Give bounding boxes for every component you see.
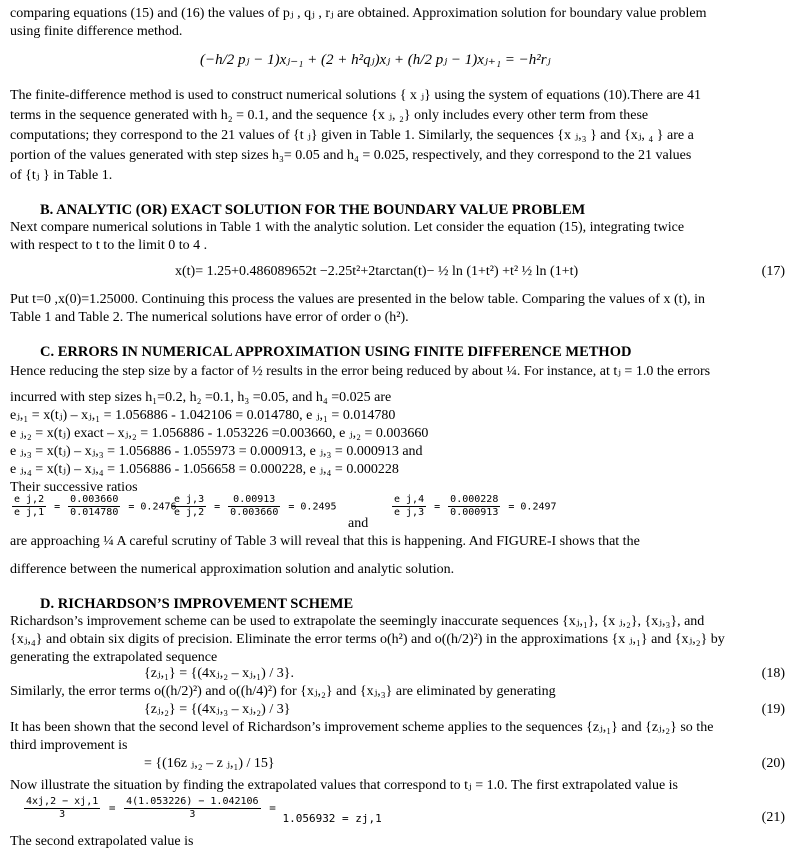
ratio-2-result: = 0.2495 [288, 501, 337, 513]
ratio-3: $\frac{\text{e j,4}}{\text{e j,3}}$ = $\frac{0.000228}{0.000913}$ = 0.2497 [394, 494, 557, 518]
ratio-1-values: $\frac{0.003660}{0.014780}$ [70, 494, 119, 518]
section-b-line-4: Table 1 and Table 2. The numerical solutions have error of order o (h²). [10, 310, 409, 325]
equation-19-number: (19) [761, 702, 785, 717]
equation-17-number: (17) [761, 264, 785, 279]
equation-20-number: (20) [761, 756, 785, 771]
equation-18-number: (18) [761, 666, 785, 681]
error-e2: e ⱼ,₂ = x(tⱼ) exact – xⱼ,₂ = 1.056886 - 1.053226 =0.003660, e ⱼ,₂ = 0.003660 [10, 426, 429, 441]
equation-18: {zⱼ,₁} = {(4xⱼ,₂ – xⱼ,₁) / 3}. [144, 666, 294, 681]
section-c-line-3: are approaching ¼ A careful scrutiny of Table 3 will reveal that this is happening. And FIGURE-I shows that the [10, 534, 640, 549]
section-d-line-8: The second extrapolated value is [10, 834, 194, 849]
section-b-line-2: with respect to t to the limit 0 to 4 . [10, 238, 208, 253]
section-b-heading: B. ANALYTIC (OR) EXACT SOLUTION FOR THE BOUNDARY VALUE PROBLEM [40, 202, 586, 218]
para1-line-2: terms in the sequence generated with h₂ = 0.1, and the sequence {x ⱼ, ₂} only includes every other term from these [10, 108, 649, 123]
intro-line-2: using finite difference method. [10, 24, 183, 39]
equation-21-middle: $\frac{4(1.053226) - 1.042106}{3}$ [126, 796, 259, 820]
equation-21-number: (21) [761, 810, 785, 825]
ratios-label: Their successive ratios [10, 480, 138, 495]
error-e4: e ⱼ,₄ = x(tⱼ) – xⱼ,₄ = 1.056886 - 1.056658 = 0.000228, e ⱼ,₄ = 0.000228 [10, 462, 399, 477]
ratio-1-lhs: $\frac{\text{e j,2}}{\text{e j,1}}$ [14, 494, 45, 518]
error-e1: eⱼ,₁ = x(tⱼ) – xⱼ,₁ = 1.056886 - 1.042106 = 0.014780, e ⱼ,₁ = 0.014780 [10, 408, 396, 423]
intro-line-1: comparing equations (15) and (16) the values of pⱼ , qⱼ , rⱼ are obtained. Approximation solution for boundary value problem [10, 6, 707, 21]
section-d-heading: D. RICHARDSON’S IMPROVEMENT SCHEME [40, 596, 354, 612]
section-b-line-1: Next compare numerical solutions in Table 1 with the analytic solution. Let consider the equation (15), integrating twice [10, 220, 685, 235]
finite-difference-equation: (−h/2 pⱼ − 1)xⱼ₋₁ + (2 + h²qⱼ)xⱼ + (h/2 pⱼ − 1)xⱼ₊₁ = −h²rⱼ [200, 52, 551, 68]
section-c-line-1: Hence reducing the step size by a factor of ½ results in the error being reduced by about ¼. For instance, at tⱼ = 1.0 the errors [10, 364, 711, 379]
ratio-1: $\frac{\text{e j,2}}{\text{e j,1}}$ = $\frac{0.003660}{0.014780}$ = 0.2476 [14, 494, 177, 518]
section-b-line-3: Put t=0 ,x(0)=1.25000. Continuing this process the values are presented in the below table. Comparing the values of x (t), in [10, 292, 706, 307]
section-d-line-7: Now illustrate the situation by finding the extrapolated values that correspond to tⱼ = 1.0. The first extrapolated value is [10, 778, 679, 793]
ratio-1-result: = 0.2476 [128, 501, 177, 513]
section-d-line-2: {xⱼ,₄} and obtain six digits of precision. Eliminate the error terms o(h²) and o((h/2)²) in the approximations {x ⱼ,₁} and {xⱼ,₂} by [10, 632, 725, 647]
equation-21-lhs: $\frac{4xj,2 - xj,1}{3}$ [26, 796, 99, 820]
section-d-line-5: It has been shown that the second level of Richardson’s improvement scheme applies to the sequences {zⱼ,₁} and {zⱼ,₂} so the [10, 720, 714, 735]
analytic-solution-equation: x(t)= 1.25+0.486089652t −2.25t²+2tarctan(t)− ½ ln (1+t²) +t² ½ ln (1+t) [175, 264, 579, 279]
error-e3: e ⱼ,₃ = x(tⱼ) – xⱼ,₃ = 1.056886 - 1.055973 = 0.000913, e ⱼ,₃ = 0.000913 and [10, 444, 423, 459]
para1-line-4: portion of the values generated with step sizes h₃= 0.05 and h₄ = 0.025, respectively, and they correspond to the 21 values [10, 148, 692, 163]
section-c-line-2: incurred with step sizes h₁=0.2, h₂ =0.1, h₃ =0.05, and h₄ =0.025 are [10, 390, 392, 405]
para1-line-5: of {tⱼ } in Table 1. [10, 168, 113, 183]
para1-line-1: The finite-difference method is used to construct numerical solutions { x ⱼ} using the system of equations (10).There are 41 [10, 88, 702, 103]
section-d-line-3: generating the extrapolated sequence [10, 650, 218, 665]
equation-20: = {(16z ⱼ,₂ – z ⱼ,₁) / 15} [144, 756, 275, 771]
equation-21-result: 1.056932 = zj,1 [282, 811, 382, 825]
ratio-3-result: = 0.2497 [508, 501, 557, 513]
ratio-2-lhs: $\frac{\text{e j,3}}{\text{e j,2}}$ [174, 494, 205, 518]
section-d-line-4: Similarly, the error terms o((h/2)²) and o((h/4)²) for {xⱼ,₂} and {xⱼ,₃} are eliminated by generating [10, 684, 556, 699]
ratio-2-values: $\frac{0.00913}{0.003660}$ [230, 494, 279, 518]
section-c-heading: C. ERRORS IN NUMERICAL APPROXIMATION USING FINITE DIFFERENCE METHOD [40, 344, 632, 360]
section-d-line-1: Richardson’s improvement scheme can be used to extrapolate the seemingly inaccurate sequences {xⱼ,₁}, {x ⱼ,₂}, {xⱼ,₃}, and [10, 614, 705, 629]
equation-19: {zⱼ,₂} = {(4xⱼ,₃ – xⱼ,₂) / 3} [144, 702, 291, 717]
para1-line-3: computations; they correspond to the 21 values of {t ⱼ} given in Table 1. Similarly, the sequences {x ⱼ,₃ } and {xⱼ, ₄ } are a [10, 128, 694, 143]
ratio-3-lhs: $\frac{\text{e j,4}}{\text{e j,3}}$ [394, 494, 425, 518]
ratio-and: and [348, 516, 369, 531]
ratio-3-values: $\frac{0.000228}{0.000913}$ [450, 494, 499, 518]
equation-21: $\frac{4xj,2 - xj,1}{3}$ = $\frac{4(1.053226) - 1.042106}{3}$ = 1.056932 = zj,1 [26, 796, 382, 825]
ratio-2: $\frac{\text{e j,3}}{\text{e j,2}}$ = $\frac{0.00913}{0.003660}$ = 0.2495 [174, 494, 337, 518]
section-d-line-6: third improvement is [10, 738, 128, 753]
section-c-line-4: difference between the numerical approximation solution and analytic solution. [10, 562, 455, 577]
